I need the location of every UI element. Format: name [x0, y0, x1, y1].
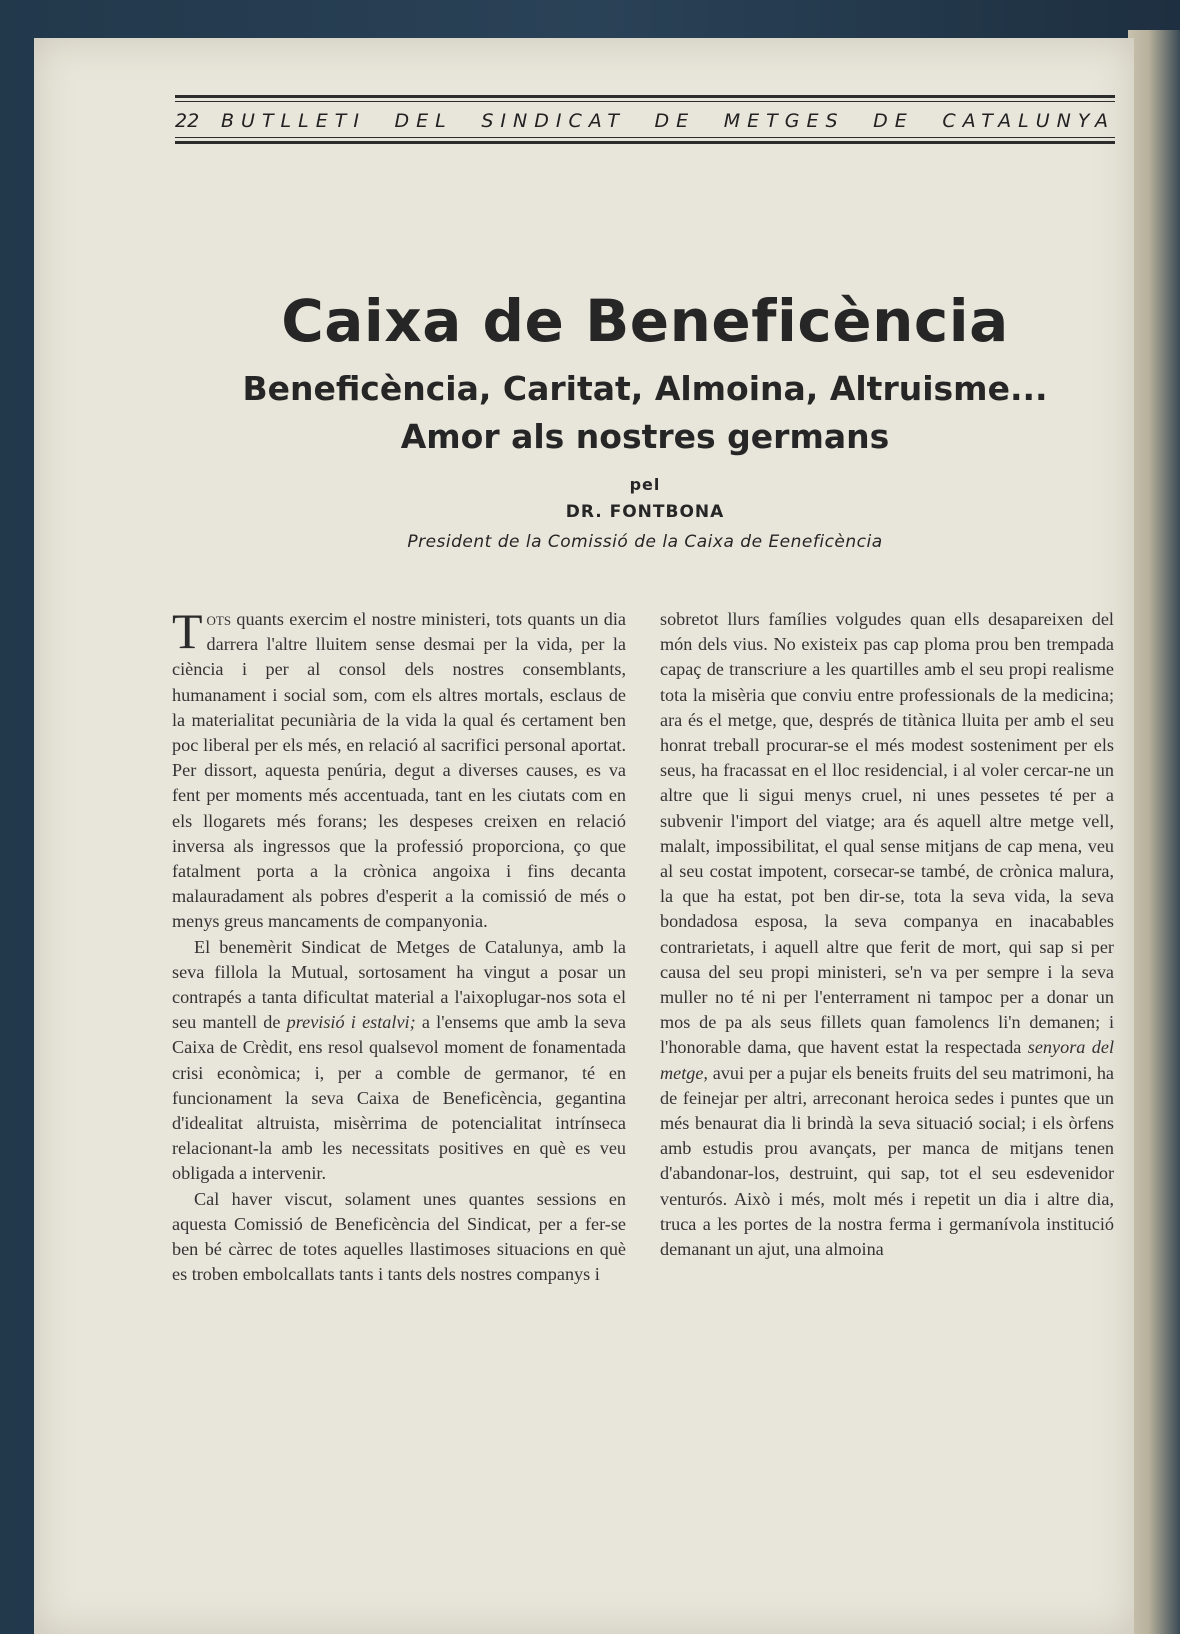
paragraph: [172, 1187, 626, 1288]
subtitle-line-1: Beneficència, Caritat, Almoina, Altruisme...: [242, 369, 1048, 408]
byline-author: DR. FONTBONA: [565, 502, 725, 522]
paragraph-text: avui per a pujar els beneits fruits del seu matrimoni, ha de feinejar per altri, arreconant heroica sedes i puntes que un més benaurat dia li brindà la seva situació social; i els òrfens amb estudis prou avançats, per manca de mitjans tenen d'abandonar-los, destruint, qui sap, tot el seu esdevenidor venturós. Això i més, molt més i repetit un dia i altre dia, truca a les portes de la nostra ferma i germanívola institució demanant un ajut, una almoina: [660, 1062, 1114, 1260]
paragraph-text: quants exercim el nostre ministeri, tots quants un dia darrera l'altre lluitem sense desmai per la vida, per la ciència i per al consol dels nostres consemblants, humanament i social som, com els altres mortals, esclaus de la materialitat pecuniària de la vida la qual és certament ben poc liberal per els més, en relació al sacrifici personal aportat. Per dissort, aquesta penúria, degut a diverses causes, es va fent per moments més accentuada, tant en les ciutats com en els llogarets més forans; les despeses creixen en relació inversa als ingressos que la professió proporciona, ço que fatalment porta a la crònica angoixa i fins decanta malauradament als pobres d'esperit a la comissió de més o menys greus mancaments de companyonia.: [172, 609, 626, 932]
article-title: Caixa de Beneficència: [281, 287, 1009, 355]
paragraph-text: a l'ensems que amb la seva Caixa de Crèdit, ens resol qualsevol moment de fonamentada crisi econòmica; i, per a comble de germanor, té en funcionament la seva Caixa de Beneficència, gegantina d'idealitat altruista, misèrrima de potencialitat intrínseca relacionant-la amb les necessitats positives en què es veu obligada a intervenir.: [172, 1012, 626, 1184]
next-page-edge: [1128, 30, 1180, 1634]
header-rule-bottom-thin: [175, 137, 1115, 138]
drop-cap: T: [172, 603, 203, 659]
paragraph: [172, 935, 626, 1187]
paragraph-text: El benemèrit Sindicat de Metges de Catalunya, amb la seva fillola la Mutual, sortosament ha vingut a posar un contrapés a tanta dificultat material a l'aixoplugar-nos sota el seu mantell de: [172, 936, 626, 1033]
paragraph-text: sobretot llurs famílies volgudes quan ells desapareixen del món dels vius. No existeix pas cap ploma prou ben trempada capaç de transcriure a les quartilles amb el seu propi realisme tota la misèria que conviu entre professionals de la medicina; ara és el metge, que, després de titànica lluita per amb el seu honrat treball procurar-se el més modest sosteniment per els seus, ha fracassat en el lloc residencial, i al voler cercar-ne un altre que li sigui menys cruel, ni unes pessetes té per a subvenir l'import del viatge; ara és aquell altre metge vell, malalt, impossibilitat, el qual sense mitjans de cap mena, veu al seu costat impotent, corsecar-se també, de crònica malura, la que ha estat, pot ben dir-se, tota la seva vida, la seva bondadosa esposa, la seva companya en inacabables contrarietats, i aquell altre que ferit de mort, qui sap si per causa del seu propi ministeri, se'n va per sempre i la seva muller no té ni per l'enterrament ni tampoc per a donar un mos de pa als seus fillets quan famolencs li'n demanen; i l'honorable dama, que havent estat la respectada: [660, 609, 1114, 1058]
paragraph: [660, 607, 1114, 1262]
article-heading: [175, 285, 1115, 552]
header-rule-bottom: [175, 141, 1115, 144]
italic-phrase: senyora del metge,: [660, 1037, 1114, 1083]
header-row: [175, 107, 1115, 135]
page-number: 22: [175, 110, 200, 132]
journal-title: BUTLLETI DEL SINDICAT DE METGES DE CATALUNYA: [221, 110, 1115, 132]
italic-phrase: previsió i estalvi;: [286, 1012, 416, 1033]
byline-role: President de la Comissió de la Caixa de Eeneficència: [407, 532, 883, 552]
article-subtitle: [175, 365, 1115, 461]
paragraph: [172, 603, 626, 935]
header-rule-top: [175, 95, 1115, 98]
byline-by: pel: [629, 475, 661, 494]
subtitle-line-2: Amor als nostres germans: [400, 417, 890, 456]
text-column-right: [660, 607, 1114, 1262]
running-header: [175, 95, 1115, 153]
text-column-left: [172, 603, 626, 1287]
paragraph-text: Cal haver viscut, solament unes quantes sessions en aquesta Comissió de Beneficència del Sindicat, per a fer-se ben bé càrrec de totes aquelles llastimoses situacions en què es troben embolcallats tants i tants dels nostres companys i: [172, 1188, 626, 1285]
header-rule-top-thin: [175, 101, 1115, 102]
opening-smallcaps: ots: [206, 609, 232, 629]
